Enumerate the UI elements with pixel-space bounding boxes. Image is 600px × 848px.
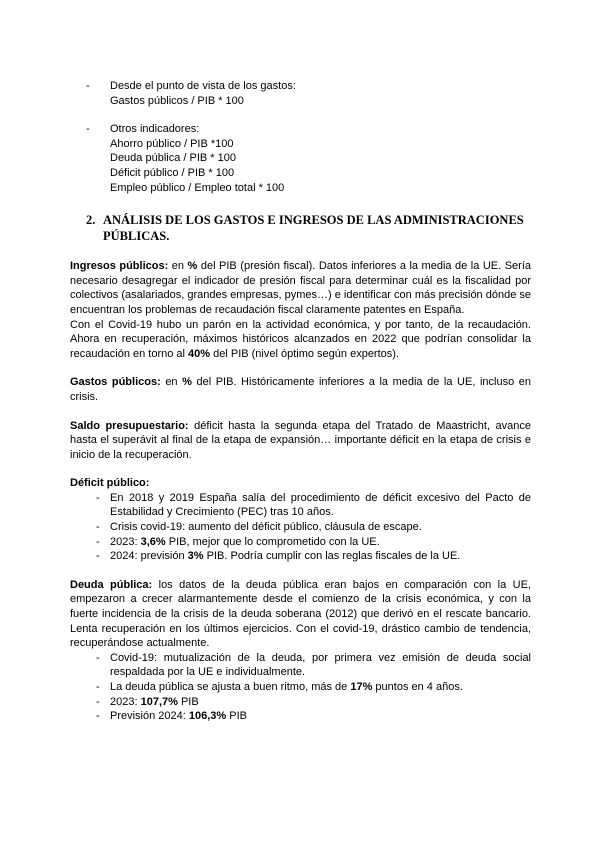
pib-3-value: 3% [187, 550, 204, 563]
bullet-run-2: PIB, mejor que lo comprometido con la UE. [165, 535, 380, 548]
bullet-text [110, 709, 531, 724]
bullet-item [70, 491, 531, 520]
bullet-text: Covid-19: mutualización de la deuda, por primera vez emisión de deuda social respaldada por la UE e individualmente. [110, 651, 531, 679]
pib-1077-value: 107,7% [140, 695, 178, 708]
bullet-text [110, 549, 531, 564]
dash-marker: - [96, 651, 100, 664]
saldo-run-1: déficit hasta la segunda etapa del Tratado de Maastricht, avance hasta el superávit al final de la etapa de expansión… importante déficit en la etapa de crisis e inicio de la recuperación. [70, 419, 531, 461]
bullet-item [70, 520, 531, 535]
heading-title: ANÁLISIS DE LOS GASTOS E INGRESOS DE LAS ADMINISTRACIONES PÚBLICAS. [103, 213, 524, 244]
ingresos-paragraph [70, 259, 531, 317]
percent-value: % [182, 376, 192, 389]
dash-marker: - [96, 550, 100, 563]
deuda-paragraph [70, 578, 531, 651]
bullet-run-1: La deuda pública se ajusta a buen ritmo, más de [110, 681, 351, 693]
bullet-run-1: 2024: previsión [110, 550, 188, 563]
percent-value: % [187, 260, 198, 273]
gastos-label: Gastos públicos: [70, 376, 161, 389]
dash-marker: - [96, 491, 100, 504]
gastos-paragraph [70, 375, 531, 404]
deficit-section [70, 476, 531, 564]
bullet-item [70, 535, 531, 550]
dash-marker: - [86, 80, 90, 92]
list-item-lead: Desde el punto de vista de los gastos: [110, 80, 296, 92]
pib-36-value: 3,6% [140, 535, 166, 548]
saldo-paragraph [70, 419, 531, 463]
dash-marker: - [96, 521, 100, 534]
bullet-text [110, 695, 531, 710]
indicator-line: Empleo público / Empleo total * 100 [110, 181, 285, 194]
bullet-item [70, 680, 531, 695]
list-item-punto-vista-gastos [70, 79, 531, 108]
covid-recaudacion-paragraph [70, 318, 531, 362]
deuda-run-1: los datos de la deuda pública eran bajos en comparación con la UE, empezaron a crecer alarmantemente desde el comienzo de la crisis económica, y con la fuerte incidencia de la crisis de la deuda soberana (2012) que derivó en el rescate bancario. Lenta recuperación en los últimos ejercicios. Con el covid-19, drástico cambio de tendencia, recuperándose actualmente. [70, 578, 531, 650]
bullet-item [70, 695, 531, 710]
gastos-run-1: en [160, 376, 183, 389]
bullet-item [70, 651, 531, 680]
bullet-item [70, 549, 531, 564]
dash-marker: - [96, 535, 100, 548]
deficit-label: Déficit público: [70, 477, 150, 490]
bullet-run-1: 2023: [110, 535, 141, 548]
dash-marker: - [96, 695, 100, 708]
bullet-text [110, 535, 531, 550]
pib-1063-value: 106,3% [188, 710, 227, 723]
indicator-line: Gastos públicos / PIB * 100 [110, 94, 244, 107]
dash-marker: - [96, 710, 100, 723]
indicator-line: Déficit público / PIB * 100 [110, 166, 235, 179]
bullet-text: Crisis covid-19: aumento del déficit público, cláusula de escape. [110, 521, 422, 534]
pib-17-value: 17% [350, 681, 373, 693]
covid-run-2: del PIB (nivel óptimo según expertos). [210, 347, 399, 360]
bullet-run-2: PIB. Podría cumplir con las reglas fiscales de la UE. [203, 550, 461, 563]
covid-run-1: Con el Covid-19 hubo un parón en la actividad económica, y por tanto, de la recaudación. Ahora en recuperación, máximos históricos alcanzados en 2022 que podrían consolidar la recaudación en torno al [70, 318, 531, 360]
bullet-item [70, 709, 531, 724]
bullet-run-2: PIB [226, 710, 247, 723]
indicator-line: Ahorro público / PIB *100 [110, 137, 234, 150]
bullet-text [110, 680, 531, 695]
section-heading [70, 212, 531, 244]
ingresos-run-2: del PIB (presión fiscal). Datos inferiores a la media de la UE. Sería necesario desagregar el indicador de presión fiscal para determinar cuál es la fiscalidad por colectivos (asalariados, grandes empresas, pymes…) e identificar con más precisión dónde se encuentran los problemas de recaudación fiscal claramente patentes en España. [70, 260, 532, 316]
list-item-otros-indicadores [70, 122, 531, 195]
ingresos-label: Ingresos públicos: [70, 260, 169, 273]
gastos-run-2: del PIB. Históricamente inferiores a la media de la UE, incluso en crisis. [70, 376, 531, 403]
indicator-line: Deuda pública / PIB * 100 [110, 152, 236, 165]
dash-marker: - [96, 681, 100, 693]
list-item-lead: Otros indicadores: [110, 123, 200, 136]
bullet-text: En 2018 y 2019 España salía del procedimiento de déficit excesivo del Pacto de Estabilidad y Crecimiento (PEC) tras 10 años. [110, 491, 531, 519]
dash-marker: - [86, 123, 90, 136]
bullet-run-2: puntos en 4 años. [372, 681, 463, 693]
ingresos-run-1: en [168, 260, 188, 273]
bullet-run-1: 2023: [110, 695, 141, 708]
deuda-label: Deuda pública: [70, 578, 153, 591]
deuda-section [70, 578, 531, 724]
bullet-run-1: Previsión 2024: [110, 710, 189, 723]
pib-40-value: 40% [188, 347, 211, 360]
bullet-run-2: PIB [177, 695, 199, 708]
saldo-label: Saldo presupuestario: [70, 419, 189, 432]
heading-number: 2. [86, 213, 96, 228]
